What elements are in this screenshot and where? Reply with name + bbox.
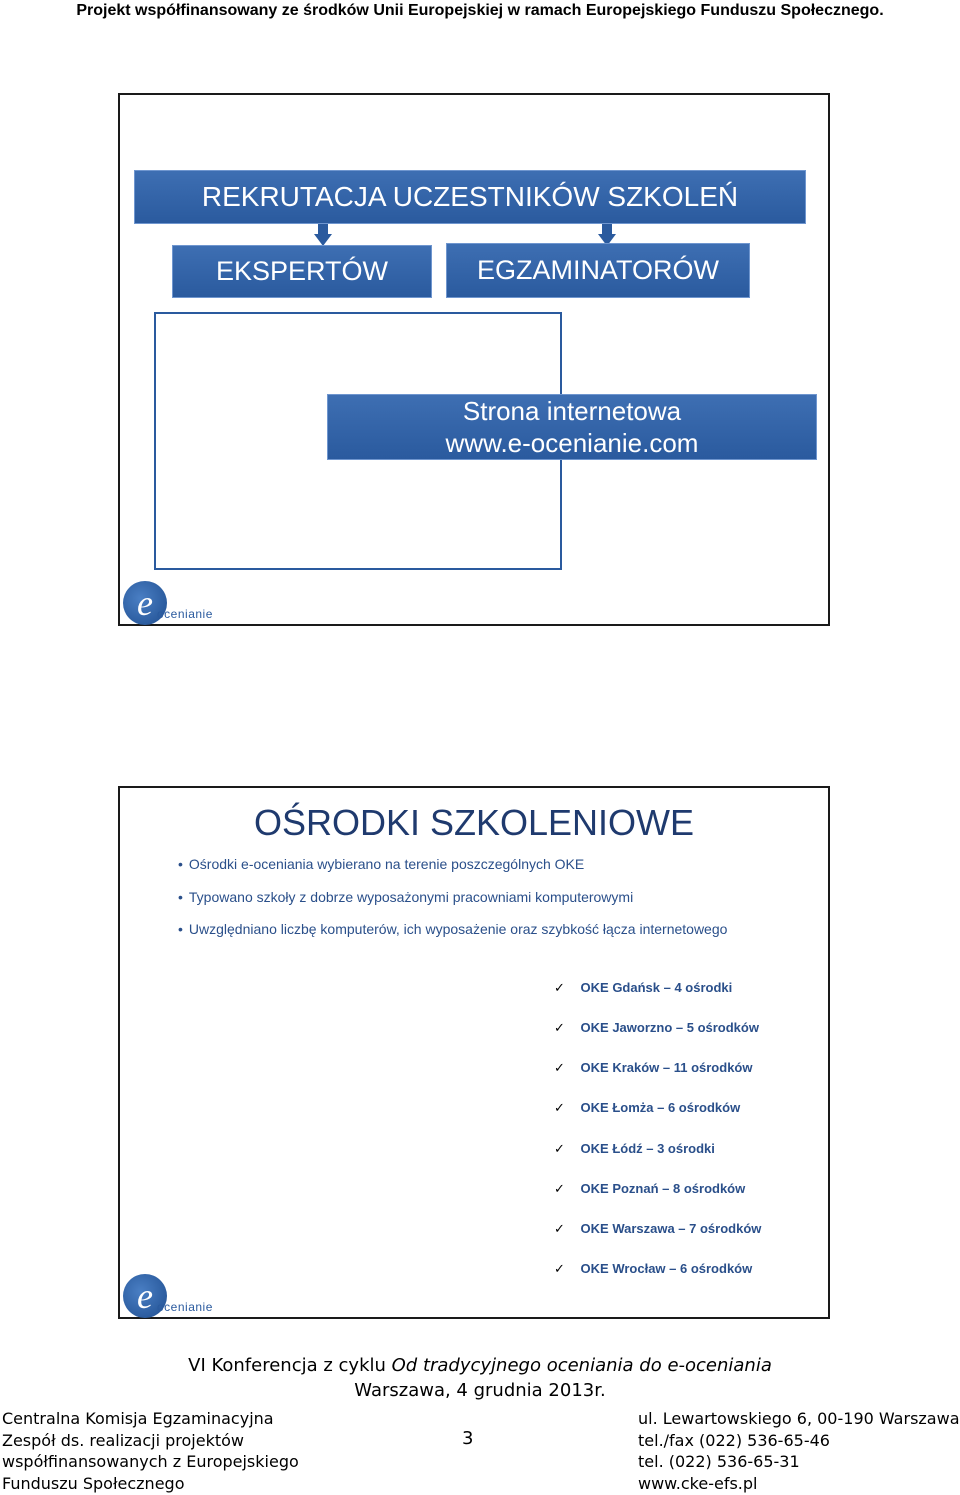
footer-left (2, 1408, 299, 1494)
recruitment-title: REKRUTACJA UCZESTNIKÓW SZKOLEŃ (201, 181, 739, 212)
experts-label: EKSPERTÓW (215, 256, 389, 286)
footer-left-line: Funduszu Społecznego (2, 1473, 185, 1493)
check-icon: ✓ (554, 1020, 565, 1035)
logo-text: ocenianie (157, 607, 213, 621)
checklist-item: ✓ OKE Poznań – 8 ośrodków (554, 1181, 746, 1196)
page-number: 3 (462, 1428, 474, 1449)
slide-title: OŚRODKI SZKOLENIOWE (253, 802, 695, 843)
check-icon: ✓ (554, 980, 565, 995)
slide-training-centers (118, 786, 830, 1319)
bullet-item: • Uwzględniano liczbę komputerów, ich wyposażenie oraz szybkość łącza internetowego (178, 921, 727, 937)
checklist-item: ✓ OKE Jaworzno – 5 ośrodków (554, 1020, 759, 1035)
check-icon: ✓ (554, 1060, 565, 1075)
website-url: www.e-ocenianie.com (445, 428, 699, 458)
logo-text: ocenianie (157, 1300, 213, 1314)
website-label: Strona internetowa (462, 396, 682, 426)
check-icon: ✓ (554, 1221, 565, 1236)
project-banner: Projekt współfinansowany ze środków Unii Europejskiej w ramach Europejskiego Funduszu Społecznego. (76, 2, 884, 19)
arrow-down-icon (314, 224, 332, 246)
footer-right-line: tel./fax (022) 536-65-46 (638, 1430, 830, 1450)
checklist-item: ✓ OKE Warszawa – 7 ośrodków (554, 1221, 762, 1236)
experts-box (172, 245, 432, 298)
footer-left-line: współfinansowanych z Europejskiego (2, 1452, 299, 1471)
e-ocenianie-logo (123, 1274, 223, 1318)
footer-right-line: www.cke-efs.pl (638, 1473, 758, 1493)
footer-right-line: ul. Lewartowskiego 6, 00-190 Warszawa (638, 1409, 960, 1428)
e-ocenianie-logo (123, 581, 223, 625)
bullet-item: • Ośrodki e-oceniania wybierano na terenie poszczególnych OKE (178, 856, 584, 872)
conference-prefix: VI Konferencja z cyklu (188, 1355, 392, 1376)
examiners-label: EGZAMINATORÓW (477, 255, 719, 285)
slide-recruitment (118, 93, 830, 626)
checklist-item: ✓ OKE Łomża – 6 ośrodków (554, 1100, 741, 1115)
logo-e-icon: e (123, 581, 167, 625)
conference-series: Od tradycyjnego oceniania do e-oceniania (391, 1355, 772, 1376)
checklist-item: ✓ OKE Wrocław – 6 ośrodków (554, 1261, 753, 1276)
website-box (327, 394, 817, 460)
check-icon: ✓ (554, 1141, 565, 1156)
footer-right (638, 1408, 960, 1494)
check-icon: ✓ (554, 1261, 565, 1276)
examiners-box (446, 243, 750, 298)
checklist-item: ✓ OKE Gdańsk – 4 ośrodki (554, 980, 733, 995)
footer-left-line: Zespół ds. realizacji projektów (2, 1430, 244, 1450)
checklist-item: ✓ OKE Łódź – 3 ośrodki (554, 1141, 715, 1156)
check-icon: ✓ (554, 1100, 565, 1115)
check-icon: ✓ (554, 1181, 565, 1196)
conference-line (0, 1355, 960, 1376)
conference-date: Warszawa, 4 grudnia 2013r. (354, 1380, 606, 1401)
bullet-item: • Typowano szkoły z dobrze wyposażonymi pracowniami komputerowymi (178, 889, 633, 905)
footer-right-line: tel. (022) 536-65-31 (638, 1452, 800, 1471)
logo-e-icon: e (123, 1274, 167, 1318)
recruitment-title-box (134, 170, 806, 224)
checklist-item: ✓ OKE Kraków – 11 ośrodków (554, 1060, 753, 1075)
footer-left-line: Centralna Komisja Egzaminacyjna (2, 1409, 274, 1428)
